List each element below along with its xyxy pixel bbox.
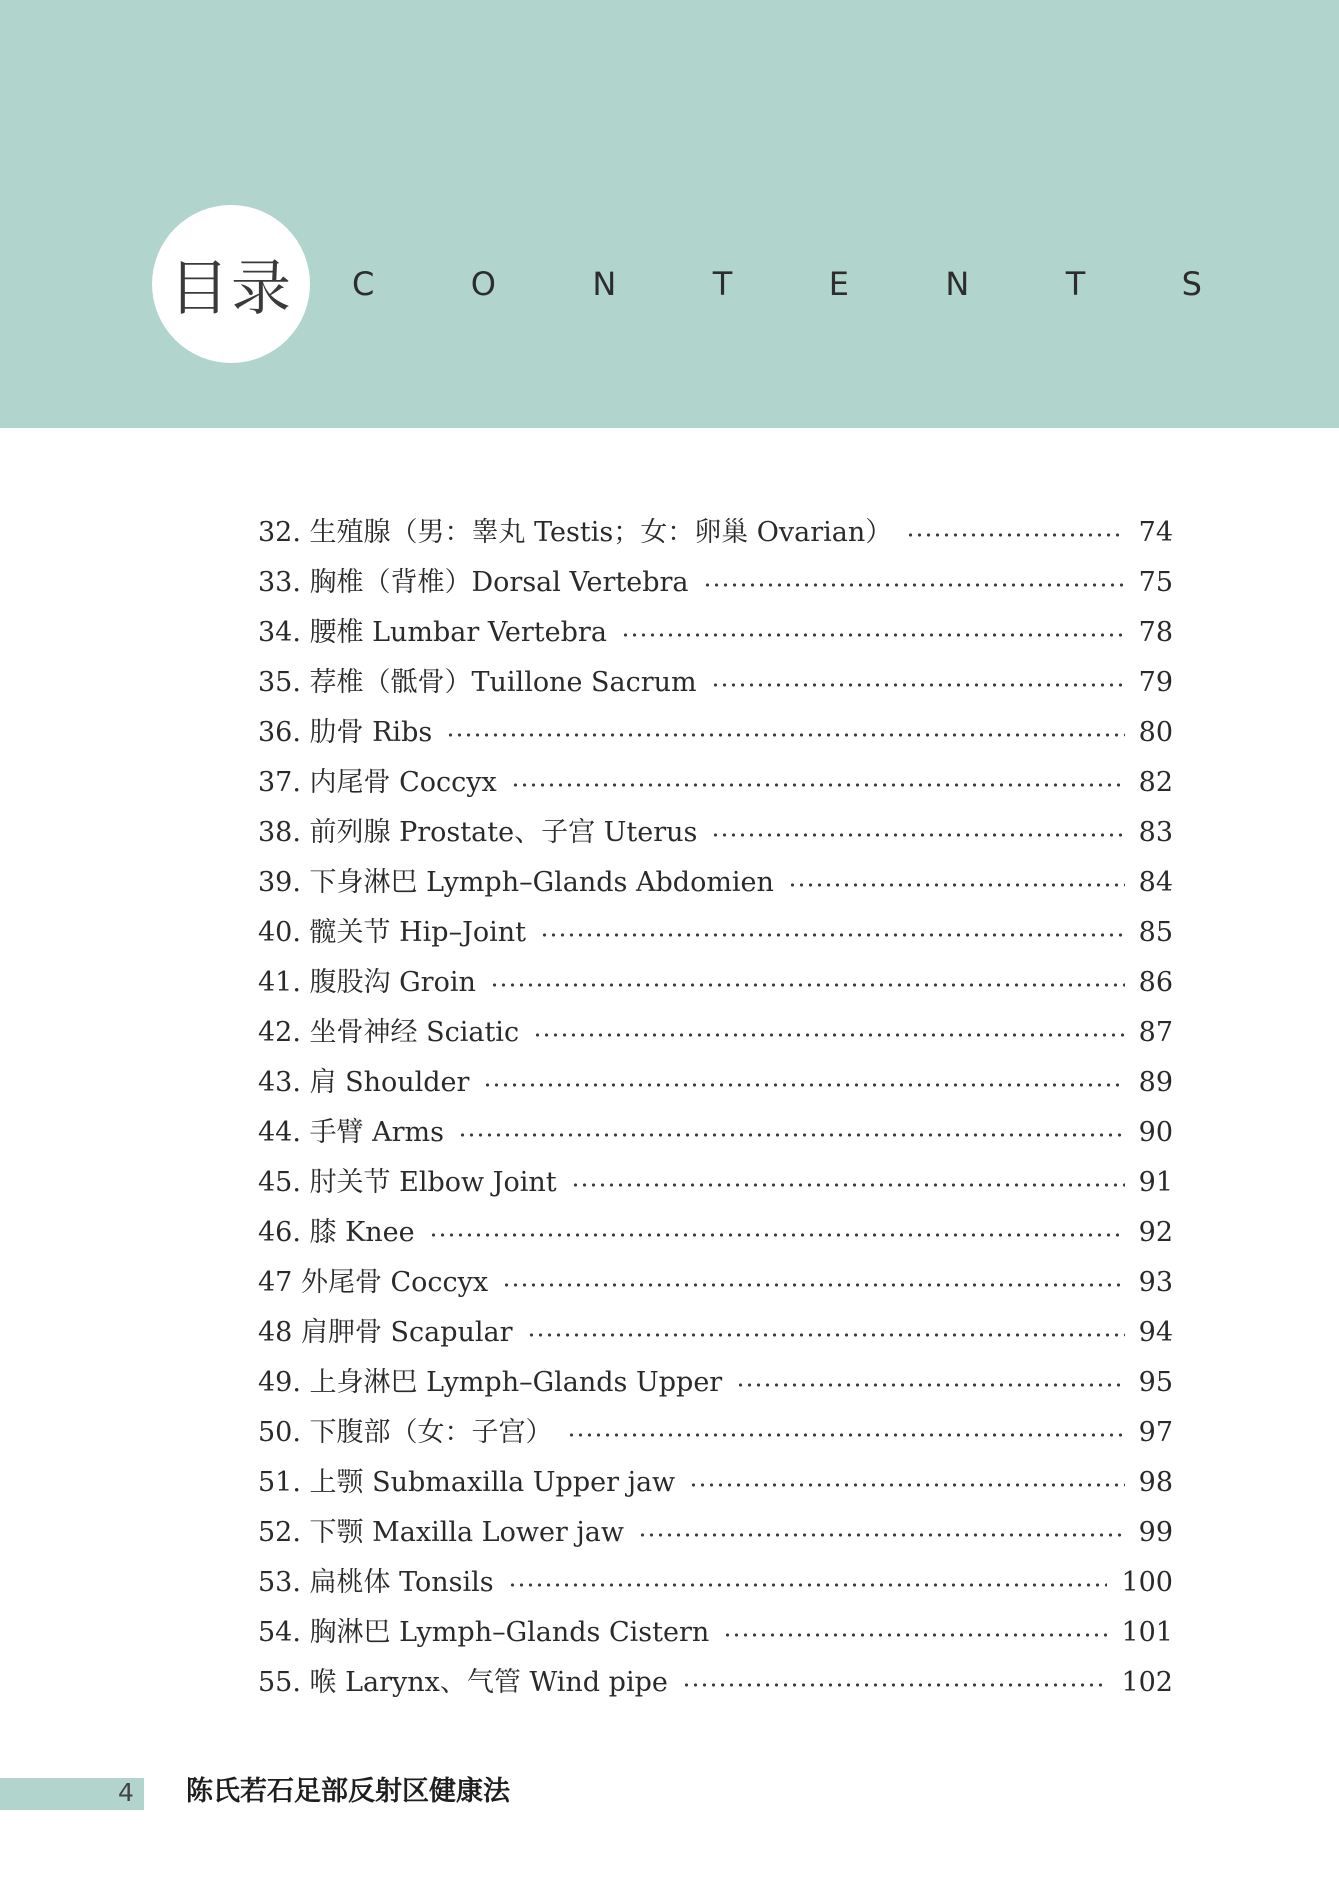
- toc-entry-page-number: 87: [1138, 1017, 1173, 1048]
- toc-entry-page-number: 90: [1138, 1117, 1173, 1148]
- dot-leader: [502, 1258, 1124, 1308]
- toc-entry-label: 49. 上身淋巴 Lymph–Glands Upper: [258, 1367, 723, 1398]
- title-circle: [152, 205, 310, 363]
- toc-entry-label: 35. 荐椎（骶骨）Tuillone Sacrum: [258, 667, 697, 698]
- toc-entry[interactable]: [258, 1508, 1173, 1558]
- toc-entry-page-number: 80: [1138, 717, 1173, 748]
- contents-letter: E: [828, 265, 849, 303]
- toc-list: [258, 508, 1173, 1708]
- toc-entry-label: 52. 下颚 Maxilla Lower jaw: [258, 1517, 625, 1548]
- toc-entry-page-number: 92: [1138, 1217, 1173, 1248]
- toc-entry[interactable]: [258, 1608, 1173, 1658]
- contents-letter: T: [1065, 265, 1086, 303]
- toc-entry-page-number: 98: [1138, 1467, 1173, 1498]
- dot-leader: [458, 1108, 1125, 1158]
- toc-entry[interactable]: [258, 1008, 1173, 1058]
- toc-entry[interactable]: [258, 608, 1173, 658]
- toc-entry-page-number: 86: [1138, 967, 1173, 998]
- toc-entry-page-number: 102: [1121, 1667, 1173, 1698]
- dot-leader: [703, 558, 1125, 608]
- toc-entry-label: 41. 腹股沟 Groin: [258, 967, 476, 998]
- dot-leader: [788, 858, 1125, 908]
- toc-entry-label: 53. 扁桃体 Tonsils: [258, 1567, 494, 1598]
- toc-entry[interactable]: [258, 708, 1173, 758]
- toc-entry-label: 50. 下腹部（女：子宫）: [258, 1417, 553, 1448]
- toc-entry-page-number: 101: [1121, 1617, 1173, 1648]
- toc-entry[interactable]: [258, 858, 1173, 908]
- toc-entry-page-number: 100: [1121, 1567, 1173, 1598]
- toc-entry[interactable]: [258, 1158, 1173, 1208]
- dot-leader: [682, 1658, 1108, 1708]
- dot-leader: [527, 1308, 1125, 1358]
- toc-entry[interactable]: [258, 1308, 1173, 1358]
- toc-entry-label: 33. 胸椎（背椎）Dorsal Vertebra: [258, 567, 689, 598]
- toc-entry-page-number: 82: [1138, 767, 1173, 798]
- toc-entry-page-number: 95: [1138, 1367, 1173, 1398]
- dot-leader: [483, 1058, 1124, 1108]
- toc-entry[interactable]: [258, 1558, 1173, 1608]
- dot-leader: [621, 608, 1125, 658]
- toc-entry[interactable]: [258, 558, 1173, 608]
- toc-entry[interactable]: [258, 808, 1173, 858]
- dot-leader: [446, 708, 1124, 758]
- page-title: 目录: [169, 254, 293, 324]
- toc-entry-page-number: 89: [1138, 1067, 1173, 1098]
- toc-entry[interactable]: [258, 658, 1173, 708]
- toc-entry-page-number: 75: [1138, 567, 1173, 598]
- toc-entry-label: 48 肩胛骨 Scapular: [258, 1317, 513, 1348]
- toc-entry[interactable]: [258, 1208, 1173, 1258]
- dot-leader: [567, 1408, 1125, 1458]
- toc-entry-label: 37. 内尾骨 Coccyx: [258, 767, 497, 798]
- toc-entry[interactable]: [258, 1408, 1173, 1458]
- dot-leader: [906, 508, 1124, 558]
- toc-entry-page-number: 97: [1138, 1417, 1173, 1448]
- toc-entry-label: 43. 肩 Shoulder: [258, 1067, 470, 1098]
- toc-entry[interactable]: [258, 1108, 1173, 1158]
- dot-leader: [711, 808, 1124, 858]
- toc-entry-page-number: 94: [1138, 1317, 1173, 1348]
- footer-page-number: 4: [118, 1778, 134, 1807]
- toc-entry[interactable]: [258, 1058, 1173, 1108]
- toc-entry-label: 45. 肘关节 Elbow Joint: [258, 1167, 557, 1198]
- toc-entry-page-number: 83: [1138, 817, 1173, 848]
- contents-heading: [352, 262, 1202, 306]
- contents-letter: N: [945, 265, 970, 303]
- dot-leader: [429, 1208, 1125, 1258]
- toc-entry-label: 51. 上颚 Submaxilla Upper jaw: [258, 1467, 676, 1498]
- dot-leader: [689, 1458, 1124, 1508]
- toc-entry-page-number: 74: [1138, 517, 1173, 548]
- dot-leader: [638, 1508, 1125, 1558]
- contents-letter: S: [1181, 265, 1202, 303]
- toc-entry-label: 38. 前列腺 Prostate、子宫 Uterus: [258, 817, 698, 848]
- toc-entry[interactable]: [258, 758, 1173, 808]
- dot-leader: [511, 758, 1125, 808]
- toc-entry-label: 55. 喉 Larynx、气管 Wind pipe: [258, 1667, 668, 1698]
- dot-leader: [533, 1008, 1125, 1058]
- toc-entry[interactable]: [258, 958, 1173, 1008]
- toc-entry-label: 40. 髋关节 Hip–Joint: [258, 917, 527, 948]
- toc-entry-label: 54. 胸淋巴 Lymph–Glands Cistern: [258, 1617, 710, 1648]
- dot-leader: [571, 1158, 1125, 1208]
- contents-letter: N: [592, 265, 617, 303]
- toc-entry-label: 44. 手臂 Arms: [258, 1117, 444, 1148]
- contents-letter: C: [352, 265, 375, 303]
- contents-letter: T: [712, 265, 733, 303]
- toc-entry[interactable]: [258, 1658, 1173, 1708]
- toc-entry-label: 46. 膝 Knee: [258, 1217, 415, 1248]
- toc-entry[interactable]: [258, 1458, 1173, 1508]
- dot-leader: [723, 1608, 1107, 1658]
- toc-entry[interactable]: [258, 1258, 1173, 1308]
- toc-entry-page-number: 78: [1138, 617, 1173, 648]
- toc-entry-label: 32. 生殖腺（男：睾丸 Testis；女：卵巢 Ovarian）: [258, 517, 893, 548]
- toc-entry-page-number: 91: [1138, 1167, 1173, 1198]
- toc-entry-page-number: 99: [1138, 1517, 1173, 1548]
- toc-entry-page-number: 84: [1138, 867, 1173, 898]
- toc-entry[interactable]: [258, 1358, 1173, 1408]
- footer-book-title: 陈氏若石足部反射区健康法: [186, 1776, 510, 1807]
- toc-entry-page-number: 85: [1138, 917, 1173, 948]
- toc-entry[interactable]: [258, 508, 1173, 558]
- dot-leader: [540, 908, 1125, 958]
- dot-leader: [736, 1358, 1124, 1408]
- toc-entry-label: 47 外尾骨 Coccyx: [258, 1267, 489, 1298]
- toc-entry-page-number: 79: [1138, 667, 1173, 698]
- toc-entry-label: 42. 坐骨神经 Sciatic: [258, 1017, 520, 1048]
- toc-entry[interactable]: [258, 908, 1173, 958]
- dot-leader: [490, 958, 1125, 1008]
- contents-letter: O: [470, 265, 496, 303]
- dot-leader: [711, 658, 1125, 708]
- toc-entry-label: 36. 肋骨 Ribs: [258, 717, 433, 748]
- toc-entry-page-number: 93: [1138, 1267, 1173, 1298]
- dot-leader: [508, 1558, 1108, 1608]
- toc-entry-label: 39. 下身淋巴 Lymph–Glands Abdomien: [258, 867, 774, 898]
- toc-entry-label: 34. 腰椎 Lumbar Vertebra: [258, 617, 607, 648]
